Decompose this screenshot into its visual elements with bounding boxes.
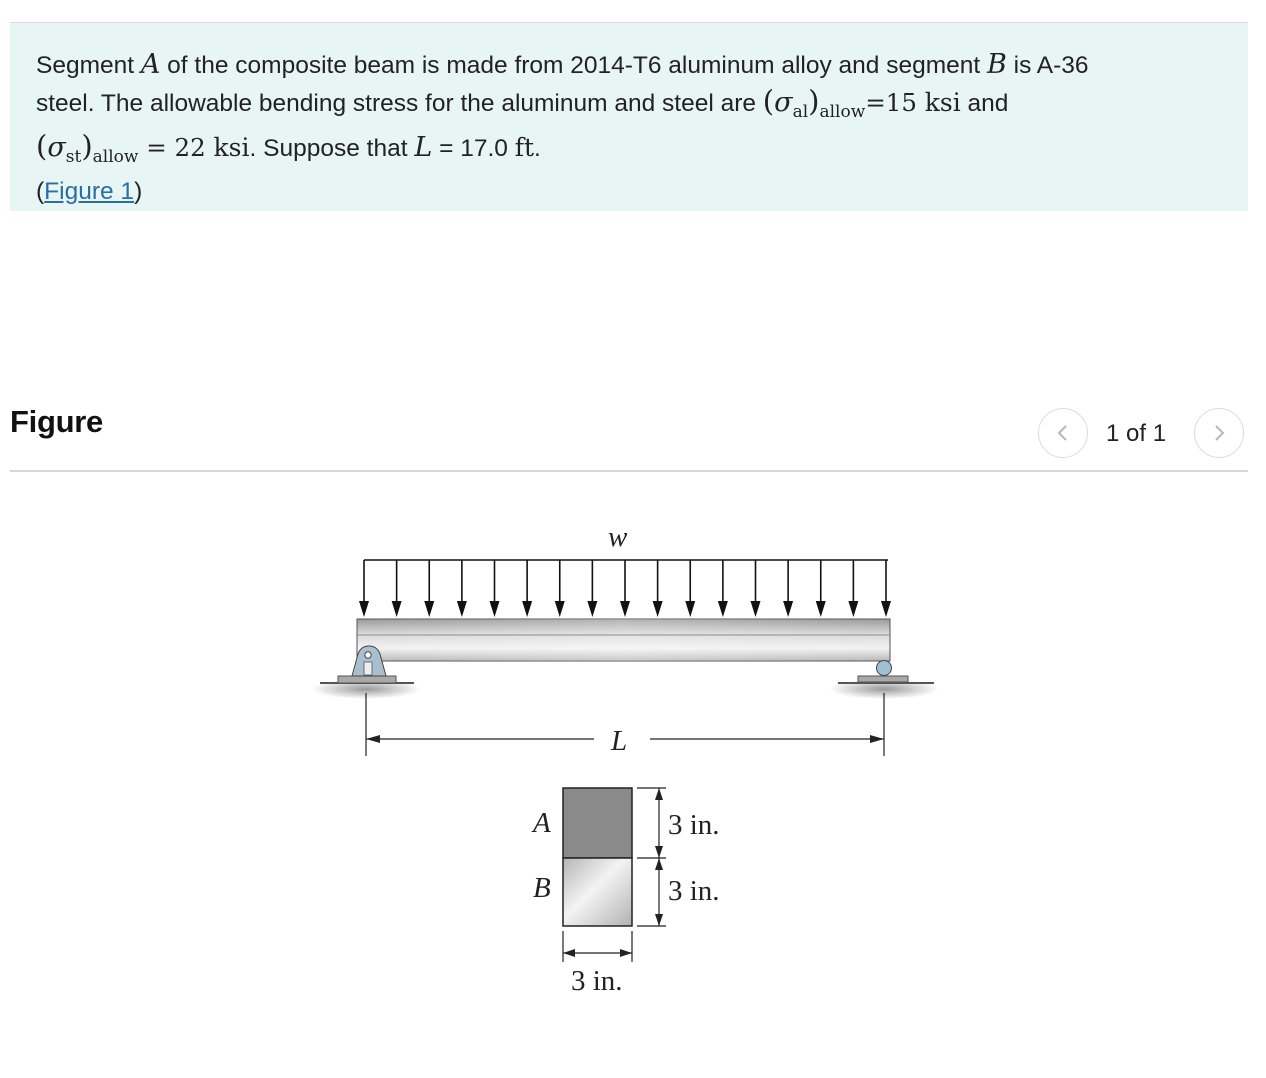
load-arrow-head bbox=[555, 601, 565, 617]
span-dimension bbox=[366, 693, 884, 757]
arrowhead bbox=[655, 788, 663, 800]
load-arrow-head bbox=[522, 601, 532, 617]
math-sigma: σ bbox=[47, 132, 66, 163]
math-subscript: allow bbox=[819, 101, 866, 122]
text: . bbox=[534, 135, 541, 162]
pin-base bbox=[338, 676, 396, 683]
load-arrow-head bbox=[359, 601, 369, 617]
math-unit: ft bbox=[514, 133, 535, 162]
beam bbox=[357, 619, 890, 661]
pin-slot bbox=[364, 662, 372, 675]
arrowhead bbox=[870, 735, 884, 743]
math-var-a: A bbox=[140, 49, 161, 80]
cross-section bbox=[531, 788, 720, 997]
segment-b bbox=[563, 858, 632, 926]
arrowhead bbox=[366, 735, 380, 743]
height-a-label: 3 in. bbox=[668, 809, 720, 841]
paren-open: ( bbox=[762, 83, 775, 118]
math-var-b: B bbox=[986, 49, 1007, 80]
segment-b-label: B bbox=[533, 872, 551, 904]
paren-close: ) bbox=[808, 83, 820, 118]
text: and bbox=[960, 89, 1009, 117]
math-eq: =15 bbox=[865, 87, 925, 117]
math-unit: ksi bbox=[213, 133, 250, 162]
pager-count: 1 of 1 bbox=[1106, 420, 1167, 447]
load-arrow-head bbox=[424, 601, 434, 617]
math-var-l: L bbox=[414, 132, 433, 163]
math-eq: = 22 bbox=[138, 133, 214, 162]
load-arrow-head bbox=[490, 601, 500, 617]
load-arrow-head bbox=[620, 601, 630, 617]
roller bbox=[877, 661, 892, 676]
pin-hole bbox=[365, 652, 371, 658]
text: ( bbox=[36, 177, 45, 205]
math-unit: ksi bbox=[924, 87, 961, 117]
beam-sheen bbox=[357, 619, 890, 661]
height-b-label: 3 in. bbox=[668, 875, 720, 907]
text: = 17.0 bbox=[432, 135, 515, 162]
arrowhead bbox=[655, 858, 663, 870]
text: ) bbox=[134, 177, 143, 205]
figure-link[interactable]: Figure 1 bbox=[44, 177, 135, 205]
text: steel. The allowable bending stress for the aluminum and steel are bbox=[36, 89, 763, 117]
load-label: w bbox=[608, 521, 628, 553]
math-sigma: σ bbox=[774, 86, 793, 118]
load-arrow-head bbox=[751, 601, 761, 617]
load-arrow-head bbox=[587, 601, 597, 617]
load-arrow-head bbox=[653, 601, 663, 617]
load-arrow-head bbox=[392, 601, 402, 617]
math-subscript: st bbox=[65, 147, 82, 167]
segment-a-label: A bbox=[533, 807, 551, 839]
text: of the composite beam is made from 2014-T6 aluminum alloy and segment bbox=[160, 52, 987, 79]
distributed-load bbox=[359, 560, 891, 617]
math-subscript: allow bbox=[92, 147, 139, 167]
roller-base bbox=[858, 676, 908, 682]
load-arrow-head bbox=[783, 601, 793, 617]
span-label: L bbox=[611, 725, 628, 757]
text: is A-36 bbox=[1006, 52, 1089, 79]
load-arrow-head bbox=[881, 601, 891, 617]
paren-close: ) bbox=[81, 129, 93, 163]
text: . Suppose that bbox=[249, 135, 415, 162]
load-arrow-head bbox=[848, 601, 858, 617]
width-label: 3 in. bbox=[571, 965, 623, 997]
load-arrow-head bbox=[718, 601, 728, 617]
figure-heading: Figure bbox=[10, 404, 103, 439]
load-arrow-head bbox=[685, 601, 695, 617]
arrowhead bbox=[655, 914, 663, 926]
arrowhead bbox=[563, 949, 575, 957]
math-subscript: al bbox=[792, 101, 809, 122]
arrowhead bbox=[620, 949, 632, 957]
text: Segment bbox=[36, 52, 141, 79]
load-arrow-head bbox=[457, 601, 467, 617]
segment-a bbox=[563, 788, 632, 858]
arrowhead bbox=[655, 846, 663, 858]
load-arrow-head bbox=[816, 601, 826, 617]
paren-open: ( bbox=[36, 129, 48, 163]
